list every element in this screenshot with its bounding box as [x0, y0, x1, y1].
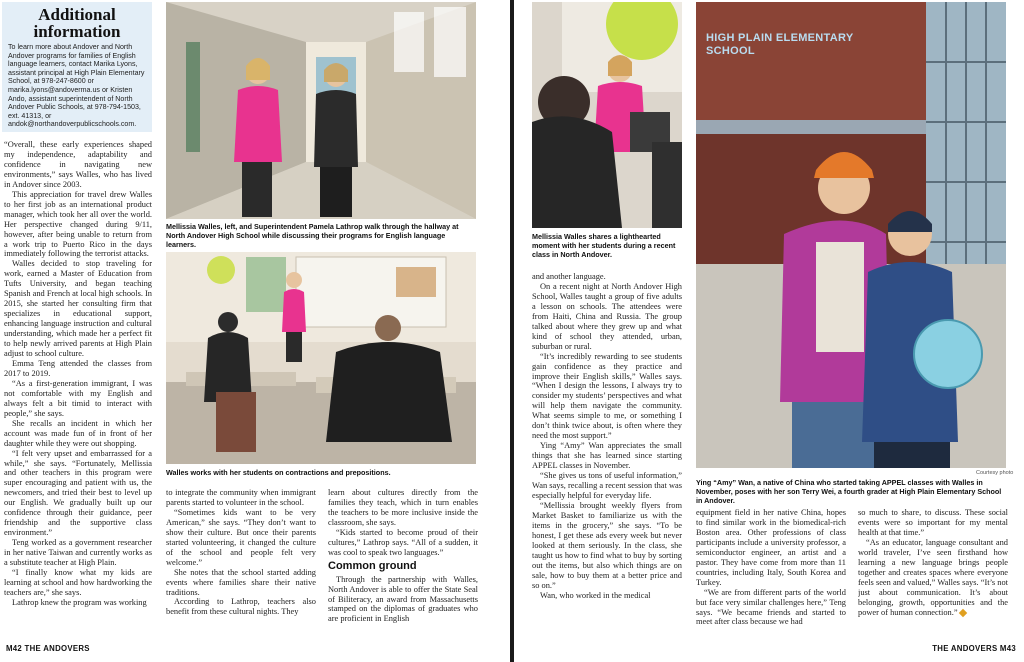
right-column-3 [858, 508, 1008, 636]
classroom-caption: Walles works with her students on contractions and prepositions. [166, 468, 391, 477]
hallway-caption: Mellissia Walles, left, and Superintendent Pamela Lathrop walk through the hallway at North Andover High School while discussing their programs for English language learners. [166, 222, 459, 249]
paragraph: “Mellissia brought weekly flyers from Market Basket to familiarize us with the items in the grocery,” she says. “To be honest, I get these ads every week but never looked at them seriously. In the class, she taught us how to find what to buy by sorting out the items, but also which things are on sale, how to buy them at a better price and so on.” [532, 500, 682, 590]
right-column-1 [532, 272, 682, 636]
paragraph: “We are from different parts of the world but face very similar challenges here,” Teng says. “We became friends and started to meet after class because we had [696, 587, 846, 627]
left-folio: M42 THE ANDOVERS [6, 644, 90, 653]
paragraph [858, 538, 1008, 618]
paragraph: learn about cultures directly from the families they teach, which in turn enables the teachers to be more inclusive inside the classroom, she says. [328, 488, 478, 527]
family-caption: Ying “Amy” Wan, a native of China who started taking APPEL classes with Walles in November, poses with her son Terry Wei, a fourth grader at High Plain Elementary School in Andover. [696, 478, 1002, 505]
sidebar-title: Additional information [33, 5, 121, 41]
photo-credit: Courtesy photo [976, 470, 1014, 476]
info-sidebar [2, 2, 152, 132]
paragraph: Walles decided to stop traveling for work, earned a Master of Education from Tufts University, and began teaching Spanish and French at local high schools. In 2015, she started her consulting firm that specializes in educational support, enhancing language instruction and cultural understanding, which made her a perfect fit to help newly arrived parents at High Plain adjust to school culture. [4, 259, 152, 359]
paragraph: Emma Teng attended the classes from 2017 to 2019. [4, 358, 152, 378]
school-sign: HIGH PLAIN ELEMENTARY SCHOOL [706, 32, 854, 57]
paragraph: She notes that the school started adding events where families share their native traditions. [166, 567, 316, 597]
paragraph: Teng worked as a government researcher in her native Taiwan and currently works as a substitute teacher at High Plain. [4, 538, 152, 568]
hallway-illustration [166, 2, 476, 219]
hallway-photo [166, 2, 476, 219]
paragraph: Wan, who worked in the medical [540, 590, 651, 600]
end-of-story-icon [958, 608, 966, 616]
paragraph: Ying “Amy” Wan appreciates the small things that she has learned since starting APPEL classes in November. [532, 441, 682, 471]
paragraph: This appreciation for travel drew Walles to her first job as an international product manager, which took her all over the world. Her perspective changed during 9/11, however, after being unable to return from a work trip to Puerto Rico in the days immediately following the terrorist attacks. [4, 189, 152, 259]
paragraph: She recalls an incident in which her account was made fun of in front of her daughter while they were out shopping. [4, 418, 152, 448]
paragraph: “I felt very upset and embarrassed for a while,” she says. “Fortunately, Mellissia and other teachers in this program were super encouraging and patient with us, the newcomers, and tried their best to level up our English. We gradually built up our confidence through their guidance, peer friendship and the supportive class environment.” [4, 448, 152, 538]
paragraph: “She gives us tons of useful information,” Wan says, recalling a recent session that was especially helpful for everyday life. [532, 471, 682, 500]
paragraph: and another language. [532, 272, 606, 281]
right-folio: THE ANDOVERS M43 [932, 644, 1016, 653]
right-page [514, 0, 1024, 662]
paragraph: Through the partnership with Walles, North Andover is able to offer the State Seal of Biliteracy, an award from Massachusetts stamped on the diplomas of graduates who are proficient in English [328, 574, 478, 624]
left-column-1 [4, 140, 152, 636]
paragraph: Lathrop knew the program was working [12, 597, 147, 607]
paragraph: According to Lathrop, teachers also benefit from these cultural nights. They [166, 597, 316, 617]
paragraph: “Overall, these early experiences shaped my independence, adaptability and confidence in navigating new environments,” says Walles, who has lived in Andover since 2003. [4, 140, 152, 189]
paragraph-text: “As an educator, language consultant and world traveler, I’ve seen firsthand how learning a new language brings people together and creates spaces where everyone feels seen and valued,” Walles says. “It’s not just about communication. It’s about belonging, growth, opportunities and the power of human connection.” [858, 537, 1008, 617]
left-column-2 [166, 488, 316, 636]
section-heading: Common ground [328, 559, 417, 572]
paragraph: so much to share, to discuss. These social events were so important for my mental health at that time.” [858, 508, 1008, 537]
paragraph: “It’s incredibly rewarding to see students gain confidence as they practice and improve their English skills,” Walles says. “When I design the lessons, I always try to consider my students’ perspectives and what will help them navigate the community. What seems simple to me, or something I don’t think twice about, is often where they need the most support.” [532, 351, 682, 441]
sidebar-body: To learn more about Andover and North Andover programs for families of English language learners, contact Marika Lyons, assistant principal at High Plain Elementary School, at 978-247-8600 or marika.lyons@andoverma.us or Kristen Ando, assistant superintendent of North Andover Public Schools, at 978-794-1503, ext. 41313, or andok@northandoverpublicschools.com. [8, 43, 145, 129]
left-page [0, 0, 510, 662]
teacher-photo [532, 2, 682, 228]
left-column-3 [328, 488, 478, 636]
paragraph: “As a first-generation immigrant, I was not comfortable with my English and always felt a bit timid to interact with people,” she says. [4, 378, 152, 418]
classroom-illustration [166, 252, 476, 464]
paragraph: On a recent night at North Andover High School, Walles taught a group of five adults a lesson on schools. The attendees were from Haiti, China and Russia. The group talked about where they grew up and what kind of school they attended, urban, suburban or rural. [532, 281, 682, 351]
paragraph: “Kids started to become proud of their cultures,” Lathrop says. “All of a sudden, it was cool to speak two languages.” [328, 527, 478, 557]
teacher-illustration [532, 2, 682, 228]
teacher-caption: Mellissia Walles shares a lighthearted moment with her students during a recent class in North Andover. [532, 232, 676, 259]
paragraph: “Sometimes kids want to be very American,” she says. “They don’t want to show their culture. But once their parents started volunteering, it changed the culture of the school and people felt very welcome.” [166, 507, 316, 567]
family-illustration [696, 2, 1006, 468]
paragraph: to integrate the community when immigrant parents started to volunteer in the school. [166, 488, 316, 507]
paragraph: “I finally know what my kids are learning at school and how hardworking the teachers are,” she says. [4, 567, 152, 597]
family-photo [696, 2, 1006, 468]
right-column-2 [696, 508, 846, 636]
paragraph: equipment field in her native China, hopes to find similar work in the biomedical-rich Boston area. Other professions of class participants include a university professor, a semiconductor engineer, an artist and a pastor. They have come from more than 11 countries, including Italy, South Korea and Turkey. [696, 508, 846, 587]
classroom-photo [166, 252, 476, 464]
